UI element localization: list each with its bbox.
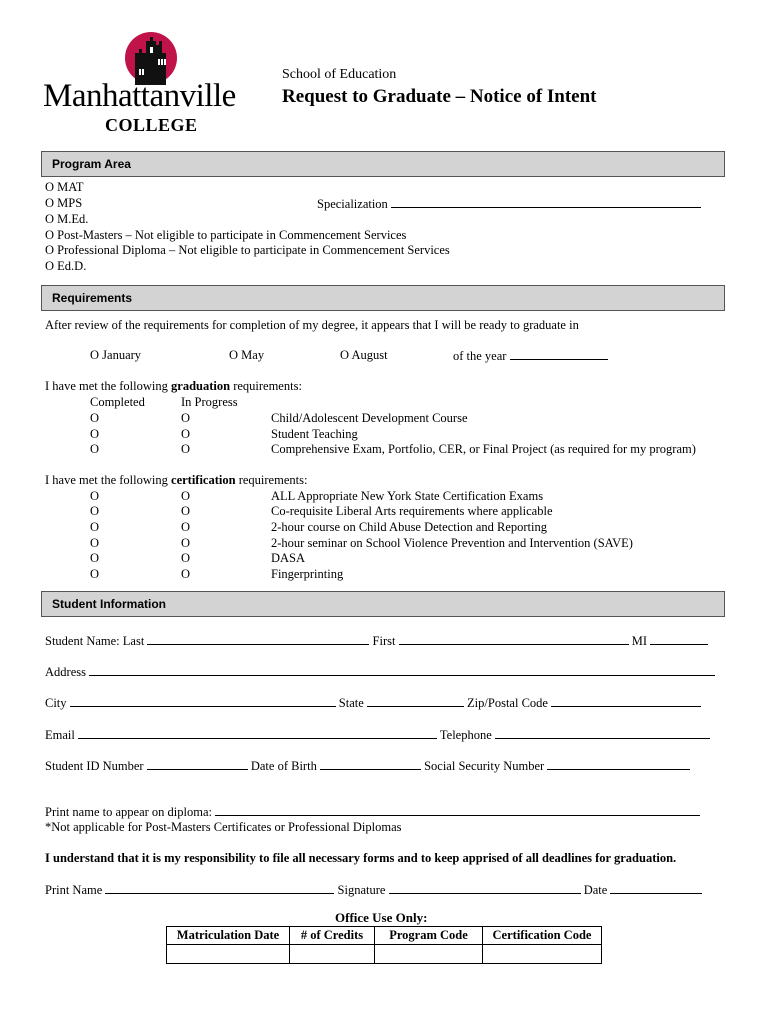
office-cell-credits[interactable] <box>290 945 375 964</box>
requirements-header <box>41 285 725 311</box>
option-med[interactable]: O M.Ed. <box>45 212 89 226</box>
last-name-label: Student Name: Last <box>45 634 145 648</box>
school-name: School of Education <box>282 67 397 82</box>
responsibility-statement: I understand that it is my responsibility to file all necessary forms and to keep apprised of all deadlines for graduation. <box>45 851 677 865</box>
zip-field[interactable] <box>551 695 701 707</box>
year-label: of the year <box>453 349 507 363</box>
cert-completed-radio[interactable]: O <box>90 551 100 565</box>
requirements-heading: Requirements <box>52 291 133 305</box>
year-field[interactable] <box>510 348 608 360</box>
city-field[interactable] <box>70 695 336 707</box>
option-mat[interactable]: O MAT <box>45 180 84 194</box>
cert-item: ALL Appropriate New York State Certification Exams <box>271 489 544 503</box>
col-in-progress: In Progress <box>181 395 238 409</box>
grad-in-progress-radio[interactable]: O <box>181 442 191 456</box>
logo-name: Manhattanville <box>43 78 236 114</box>
grad-item: Student Teaching <box>271 427 358 441</box>
telephone-label: Telephone <box>439 728 492 742</box>
office-col-matriculation-date: Matriculation Date <box>167 927 290 945</box>
cert-in-progress-radio[interactable]: O <box>181 536 191 550</box>
option-professional-diploma[interactable]: O Professional Diploma – Not eligible to participate in Commencement Services <box>45 243 450 257</box>
cert-in-progress-radio[interactable]: O <box>181 520 191 534</box>
state-label: State <box>338 696 364 710</box>
cert-completed-radio[interactable]: O <box>90 489 100 503</box>
cert-completed-radio[interactable]: O <box>90 504 100 518</box>
grad-item: Child/Adolescent Development Course <box>271 411 468 425</box>
requirements-intro: After review of the requirements for completion of my degree, it appears that I will be ready to graduate in <box>45 318 579 332</box>
diploma-note: *Not applicable for Post-Masters Certificates or Professional Diplomas <box>45 820 402 834</box>
cert-in-progress-radio[interactable]: O <box>181 489 191 503</box>
office-cell-matriculation-date[interactable] <box>167 945 290 964</box>
cert-completed-radio[interactable]: O <box>90 536 100 550</box>
office-use-title: Office Use Only: <box>335 910 428 925</box>
page-title: Request to Graduate – Notice of Intent <box>282 86 597 107</box>
cert-in-progress-radio[interactable]: O <box>181 551 191 565</box>
ssn-field[interactable] <box>547 758 690 770</box>
graduation-requirements-intro: I have met the following graduation requirements: <box>45 379 302 393</box>
email-field[interactable] <box>78 727 437 739</box>
telephone-field[interactable] <box>495 727 710 739</box>
mi-label: MI <box>631 634 648 648</box>
grad-in-progress-radio[interactable]: O <box>181 427 191 441</box>
program-area-header <box>41 151 725 177</box>
col-completed: Completed <box>90 395 145 409</box>
date-field[interactable] <box>610 882 702 894</box>
student-id-field[interactable] <box>147 758 248 770</box>
first-name-field[interactable] <box>399 633 629 645</box>
last-name-field[interactable] <box>147 633 369 645</box>
cert-item: DASA <box>271 551 306 565</box>
zip-label: Zip/Postal Code <box>467 696 548 710</box>
address-label: Address <box>45 665 86 679</box>
cert-completed-radio[interactable]: O <box>90 567 100 581</box>
student-id-label: Student ID Number <box>45 759 144 773</box>
office-col-certification-code: Certification Code <box>483 927 602 945</box>
office-use-table <box>166 926 602 964</box>
cert-item: Fingerprinting <box>271 567 344 581</box>
cert-completed-radio[interactable]: O <box>90 520 100 534</box>
option-post-masters[interactable]: O Post-Masters – Not eligible to participate in Commencement Services <box>45 228 407 242</box>
option-edd[interactable]: O Ed.D. <box>45 259 87 273</box>
option-mps[interactable]: O MPS <box>45 196 83 210</box>
dob-field[interactable] <box>320 758 421 770</box>
date-label: Date <box>583 883 608 897</box>
office-cell-certification-code[interactable] <box>483 945 602 964</box>
state-field[interactable] <box>367 695 464 707</box>
grad-completed-radio[interactable]: O <box>90 427 100 441</box>
cert-item: 2-hour seminar on School Violence Prevention and Intervention (SAVE) <box>271 536 633 550</box>
dob-label: Date of Birth <box>250 759 317 773</box>
city-label: City <box>45 696 67 710</box>
print-name-field[interactable] <box>105 882 334 894</box>
cert-item: Co-requisite Liberal Arts requirements where applicable <box>271 504 553 518</box>
address-field[interactable] <box>89 664 715 676</box>
diploma-name-field[interactable] <box>215 804 700 816</box>
option-august[interactable]: O August <box>340 348 388 362</box>
specialization-label: Specialization <box>317 197 388 211</box>
student-info-header <box>41 591 725 617</box>
option-may[interactable]: O May <box>229 348 265 362</box>
grad-completed-radio[interactable]: O <box>90 411 100 425</box>
cert-item: 2-hour course on Child Abuse Detection and Reporting <box>271 520 547 534</box>
grad-completed-radio[interactable]: O <box>90 442 100 456</box>
cert-in-progress-radio[interactable]: O <box>181 504 191 518</box>
signature-field[interactable] <box>389 882 581 894</box>
diploma-name-label: Print name to appear on diploma: <box>45 805 212 819</box>
office-cell-program-code[interactable] <box>375 945 483 964</box>
first-name-label: First <box>372 634 396 648</box>
cert-in-progress-radio[interactable]: O <box>181 567 191 581</box>
office-col-credits: # of Credits <box>290 927 375 945</box>
logo-sub: COLLEGE <box>105 115 198 135</box>
grad-item: Comprehensive Exam, Portfolio, CER, or Final Project (as required for my program) <box>271 442 696 456</box>
print-name-label: Print Name <box>45 883 103 897</box>
option-january[interactable]: O January <box>90 348 142 362</box>
mi-field[interactable] <box>650 633 708 645</box>
certification-requirements-intro: I have met the following certification requirements: <box>45 473 308 487</box>
office-col-program-code: Program Code <box>375 927 483 945</box>
ssn-label: Social Security Number <box>424 759 545 773</box>
college-crest-logo <box>124 31 178 85</box>
email-label: Email <box>45 728 75 742</box>
signature-label: Signature <box>337 883 386 897</box>
grad-in-progress-radio[interactable]: O <box>181 411 191 425</box>
student-info-heading: Student Information <box>52 597 166 611</box>
program-area-heading: Program Area <box>52 157 131 171</box>
specialization-field[interactable] <box>391 196 701 208</box>
